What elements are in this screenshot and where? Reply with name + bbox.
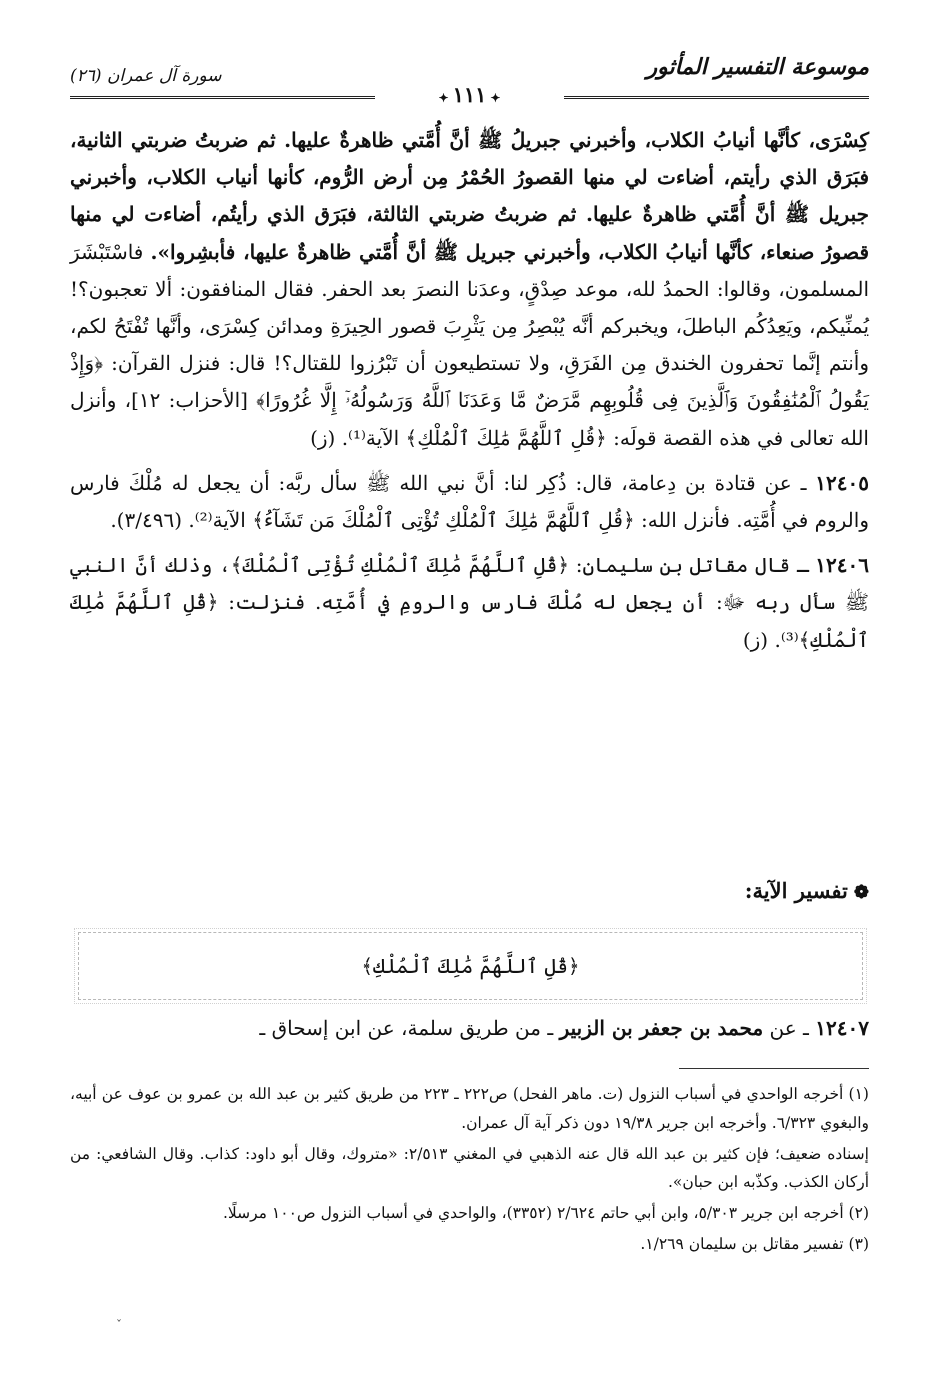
text-line: الحمدُ لله، موعد صِدْقٍ، وعدَنا النصرَ بعد الحفر. فقال المنافقون: ألا تعجبون؟! — [70, 276, 710, 301]
footnote-3 — [70, 1230, 869, 1259]
text-line: يُمنِّيكم، ويَعِدُكُم الباطلَ، ويخبركم أنَّه يُبْصِرُ مِن يَثْرِبَ قصور الحِيرَةِ ومدائن كِسْرَى، — [198, 314, 870, 339]
text-line: وَرَسُولُهُۥٓ إِلَّا غُرُورًا﴾ [الأحزاب: ١٢]، وأنزل الله تعالى في هذه القصة قولَه: ﴿قُلِ ٱللَّهُمَّ — [70, 388, 869, 450]
text-line: ٱللَّهُمَّ مَٰلِكَ ٱلْمُلْكِ﴾⁽³⁾. (ز) — [70, 590, 869, 652]
book-title: موسوعة التفسير المأثور — [646, 54, 869, 80]
text-fragment: ـ من طريق سلمة، عن ابن إسحاق ـ — [259, 1016, 560, 1040]
text-line: مَٰلِكَ ٱلْمُلْكِ﴾ الآية⁽¹⁾. (ز) — [310, 425, 511, 450]
text-line: النبي ﷺ سأل ربه ﷻ: أن يجعل له مُلْكَ فارس والرومِ في أُمَّتِه. فنزلت: ﴿قُلِ — [70, 553, 870, 615]
text-line: مُلْكَ فارس والروم في أُمَّتِه. فأنزل الله: ﴿قُلِ ٱللَّهُمَّ مَٰلِكَ ٱلْمُلْكِ تُؤْتِى ٱلْمُلْكَ مَن تَشَآءُ﴾ — [70, 470, 869, 533]
text-line: ـ قال مقاتل بن سليمان: ﴿قُلِ ٱللَّهُمَّ مَٰلِكَ ٱلْمُلْكِ تُؤْتِى ٱلْمُلْكَ﴾، وذلك أنَّ — [135, 553, 816, 578]
text-line: ضربتي الثانية، فبَرَق الذي رأيتم، أضاءت لي منها القصورُ الحُمْرُ مِن أرض الرُّوم، — [70, 128, 870, 190]
margin-mark: ˇ — [116, 1318, 122, 1332]
running-header — [70, 52, 869, 108]
text-line: الثالثة، فبَرَق الذي رأيتُم، أضاءت لي منها قصورُ صنعاء، كأنَّها أنيابُ الكلاب، — [70, 202, 870, 264]
text-line: الآية⁽²⁾. (٣/٤٩٦). — [110, 508, 246, 533]
paragraph-hadith — [70, 122, 869, 457]
text-fragment: ـ عن — [763, 1016, 816, 1040]
text-line: وأنَّها تُفْتَحُ لكم، وأنتم إنَّما تحفرون الخندق مِن الفَرَقِ، ولا تستطيعون أن تَبْرُزوا — [70, 314, 870, 376]
surah-label: سورة آل عمران (٢٦) — [70, 66, 222, 86]
section-heading-text: تفسير الآية: — [744, 878, 848, 903]
text-line: للقتال؟! قال: فنزل القرآن: ﴿وَإِذْ يَقُولُ ٱلْمُنَٰفِقُونَ وَٱلَّذِينَ فِى قُلُوبِهِم مَّرَضٌ مَّا وَعَدَنَا ٱللَّهُ — [70, 351, 869, 413]
footnote-line: (٢) أخرجه ابن جرير ٥/٣٠٣، وابن أبي حاتم ٢/٦٢٤ (٣٣٥٢)، والواحدي في أسباب النزول ص١٠٠ — [271, 1204, 869, 1223]
footnote-line: (١) أخرجه الواحدي في أسباب النزول (ت. ماهر الفحل) ص٢٢٢ ـ ٢٢٣ من طريق كثير بن عبد الله بن — [227, 1085, 869, 1103]
ornament-icon: ✦ — [490, 91, 501, 105]
verse-frame — [78, 932, 863, 1000]
paragraph-12406 — [70, 547, 869, 659]
footnote-line: (٣) تفسير مقاتل بن سليمان ١/٢٦٩. — [640, 1234, 869, 1253]
ornament-icon: ✦ — [438, 91, 449, 105]
paragraph-12407 — [70, 1010, 869, 1047]
footnote-1-note — [70, 1140, 869, 1198]
footnote-2 — [70, 1199, 869, 1228]
footnote-line: إسناده ضعيف؛ فإن كثير بن عبد الله قال عنه الذهبي في المغني ٢/٥١٣: «متروك، وقال أبو داود: كذاب. — [199, 1144, 869, 1163]
text-line: فاسْتَبْشَرَ المسلمون، وقالوا: — [70, 239, 870, 301]
footnote-1 — [70, 1080, 869, 1138]
flower-ornament-icon: ❁ — [853, 882, 869, 903]
text-line: ـ عن قتادة بن دِعامة، قال: ذُكِر لنا: أنَّ نبي الله ﷺ سأل ربَّه: أن يجعل له — [171, 470, 816, 495]
footnote-line: وقال الشافعي: من أركان الكذب. وكذّبه ابن حبان». — [70, 1144, 869, 1192]
page-number-block — [70, 82, 869, 107]
footnotes — [70, 1080, 869, 1259]
paragraph-12405 — [70, 465, 869, 539]
text-line: كأنها أنياب الكلاب، وأخبرني جبريل ﷺ أنَّ أُمَّتي ظاهرةٌ عليها. ثم ضربتُ ضربتي — [70, 165, 869, 227]
narrator-name: محمد بن جعفر بن الزبير — [559, 1016, 764, 1040]
narration-number: ١٢٤٠٥ — [815, 470, 870, 495]
narration-number: ١٢٤٠٦ — [815, 553, 869, 578]
footnote-line: مرسلًا. — [222, 1204, 267, 1223]
footnote-line: عمرو بن عوف عن أبيه، والبغوي ٦/٣٢٣. وأخرجه ابن جرير ١٩/٣٨ دون ذكر آية آل عمران. — [70, 1085, 869, 1132]
main-text — [70, 122, 869, 659]
narration-number: ١٢٤٠٧ — [815, 1016, 869, 1040]
page-number: ١١١ — [452, 82, 487, 107]
text-line: كِسْرَى، كأنَّها أنيابُ الكلاب، وأخبرني جبريلُ ﷺ أنَّ أُمَّتي ظاهرةٌ عليها. ثم ضربتُ — [195, 128, 870, 152]
footnote-divider — [679, 1068, 869, 1069]
text-line: وأخبرني جبريل ﷺ أنَّ أُمَّتي ظاهرةٌ عليها، فأبشِروا». — [150, 239, 591, 264]
verse-text: ﴿قُلِ ٱللَّهُمَّ مَٰلِكَ ٱلْمُلْكِ﴾ — [361, 954, 580, 978]
section-heading — [745, 878, 869, 903]
